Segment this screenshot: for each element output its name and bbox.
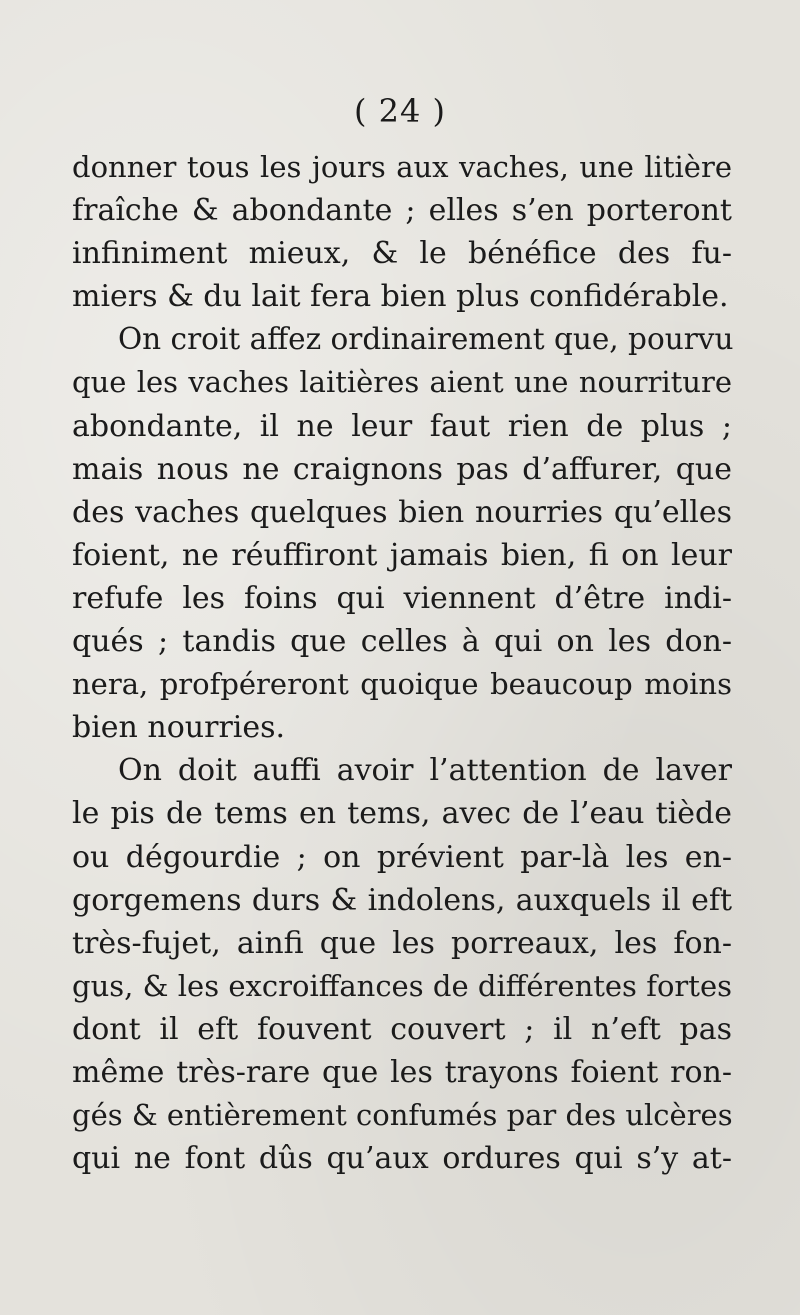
- text-line: des vaches quelques bien nourries qu’elles: [72, 494, 732, 530]
- text-line: On doit auffi avoir l’attention de laver: [118, 753, 732, 789]
- text-line: ou dégourdie ; on prévient par-là les en-: [72, 839, 732, 875]
- text-line: gés & entièrement confumés par des ulcères: [72, 1098, 733, 1133]
- text-line: qui ne font dûs qu’aux ordures qui s’y at-: [72, 1141, 732, 1177]
- text-line: On croit affez ordinairement que, pourvu: [118, 322, 734, 357]
- text-line: miers & du lait fera bien plus confidérable.: [72, 279, 729, 315]
- text-line: qués ; tandis que celles à qui on les don-: [72, 624, 732, 660]
- text-line: gus, & les excroiffances de différentes fortes: [72, 968, 732, 1003]
- text-line: même très-rare que les trayons foient ron-: [72, 1054, 732, 1090]
- text-line: gorgemens durs & indolens, auxquels il eft: [72, 882, 732, 918]
- body-text: [72, 146, 732, 1180]
- text-line: refufe les foins qui viennent d’être indi-: [72, 580, 732, 616]
- page-number: ( 24 ): [353, 92, 447, 130]
- text-line: foient, ne réuffiront jamais bien, fi on leur: [72, 537, 732, 573]
- text-line: donner tous les jours aux vaches, une litière: [72, 150, 732, 184]
- text-line: très-fujet, ainfi que les porreaux, les fon-: [72, 925, 732, 961]
- text-line: mais nous ne craignons pas d’affurer, que: [72, 451, 732, 487]
- text-line: que les vaches laitières aient une nourriture: [72, 365, 732, 400]
- text-line: le pis de tems en tems, avec de l’eau tiède: [72, 796, 732, 832]
- text-line: dont il eft fouvent couvert ; il n’eft pas: [72, 1011, 732, 1047]
- text-line: nera, profpéreront quoique beaucoup moins: [72, 667, 732, 702]
- text-line: infiniment mieux, & le bénéfice des fu-: [72, 236, 732, 272]
- text-line: abondante, il ne leur faut rien de plus ;: [72, 408, 732, 444]
- text-line: bien nourries.: [72, 710, 286, 746]
- text-line: fraîche & abondante ; elles s’en porteront: [72, 193, 732, 229]
